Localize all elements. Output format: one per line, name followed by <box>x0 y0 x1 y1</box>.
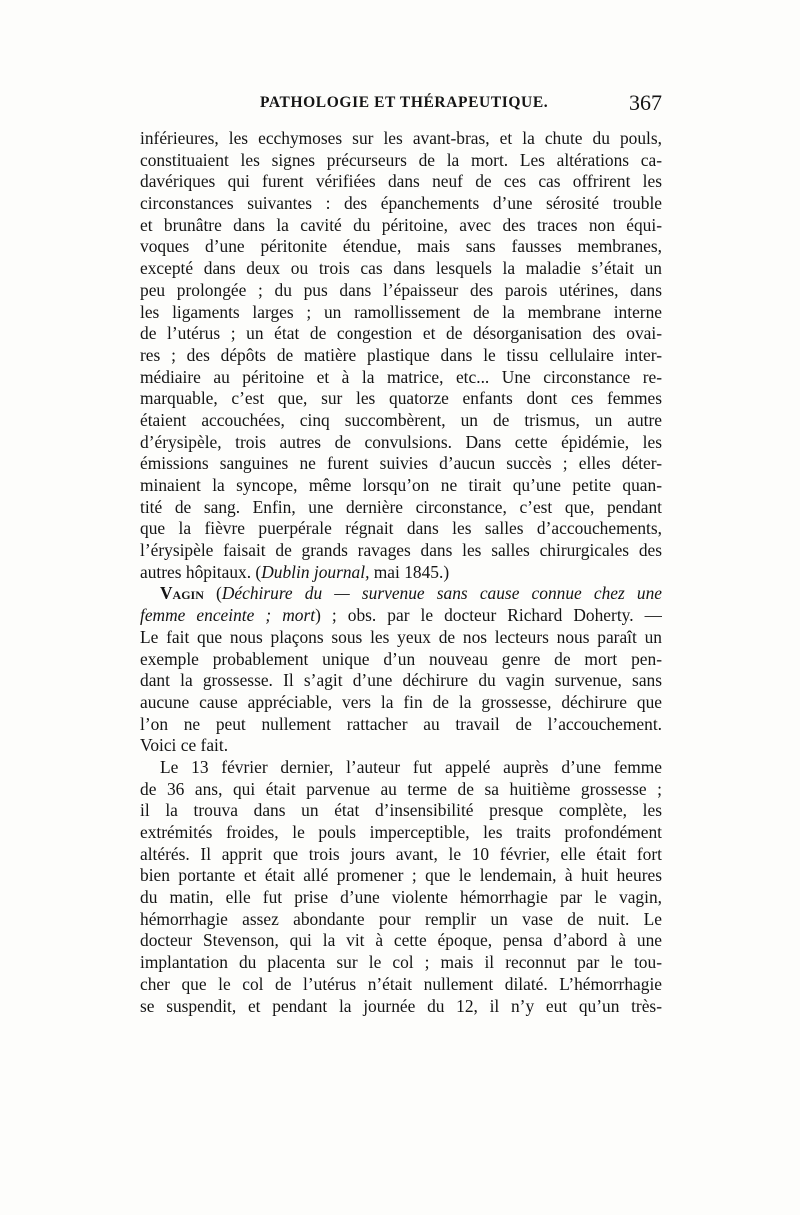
text-line: Le fait que nous plaçons sous les yeux de nos lecteurs nous paraît un <box>140 626 662 647</box>
text-line: tité de sang. Enfin, une dernière circonstance, c’est que, pendant <box>140 496 662 517</box>
text-line: peu prolongée ; du pus dans l’épaisseur des parois utérines, dans <box>140 279 662 300</box>
text-line: marquable, c’est que, sur les quatorze enfants dont ces femmes <box>140 388 662 409</box>
text-line: et brunâtre dans la cavité du péritoine, avec des traces non équi- <box>140 214 662 235</box>
text-line: excepté dans deux ou trois cas dans lesquels la maladie s’était un <box>140 258 662 279</box>
text-line: d’érysipèle, trois autres de convulsions. Dans cette épidémie, les <box>140 431 662 452</box>
text-line: du matin, elle fut prise d’une violente hémorrhagie par le vagin, <box>140 887 662 908</box>
text-line: extrémités froides, le pouls imperceptible, les traits profondément <box>140 822 662 842</box>
running-head <box>140 90 662 122</box>
entry-subtitle-line <box>140 605 662 627</box>
text-line: médiaire au péritoine et à la matrice, etc... Une circonstance re- <box>140 366 662 387</box>
text-line: res ; des dépôts de matière plastique dans le tissu cellulaire inter- <box>140 344 662 365</box>
entry-observer: ) ; obs. par le docteur Richard Doherty. — <box>315 605 662 626</box>
citation-date: mai 1845.) <box>369 561 450 582</box>
citation-line <box>140 562 662 584</box>
text-line: davériques qui furent vérifiées dans neuf de ces cas offrirent les <box>140 171 662 192</box>
entry-heading: Vagin <box>160 583 204 604</box>
text-line: dant la grossesse. Il s’agit d’une déchirure du vagin survenue, sans <box>140 670 662 691</box>
text-line: inférieures, les ecchymoses sur les avant-bras, et la chute du pouls, <box>140 128 662 148</box>
page-number: 367 <box>629 90 662 115</box>
text-line: bien portante et était allé promener ; que le lendemain, à huit heures <box>140 865 662 886</box>
running-title: PATHOLOGIE ET THÉRAPEUTIQUE. <box>260 94 549 111</box>
text-line: constituaient les signes précurseurs de la mort. Les altérations ca- <box>140 149 662 170</box>
text-line: émissions sanguines ne furent suivies d’aucun succès ; elles déter- <box>140 453 662 474</box>
text-line: l’on ne peut nullement rattacher au travail de l’accouchement. <box>140 713 662 734</box>
text-line: de 36 ans, qui était parvenue au terme de sa huitième grossesse ; <box>140 778 662 799</box>
text-line: que la fièvre puerpérale régnait dans les salles d’accouchements, <box>140 518 662 539</box>
text-line: exemple probablement unique d’un nouveau genre de mort pen- <box>140 648 662 669</box>
text-line: de l’utérus ; un état de congestion et de désorganisation des ovai- <box>140 323 662 344</box>
entry-subtitle: Déchirure du — survenue sans cause connue chez une <box>221 583 662 604</box>
text-line: implantation du placenta sur le col ; mais il reconnut par le tou- <box>140 952 662 973</box>
text-line: les ligaments larges ; un ramollissement de la membrane interne <box>140 301 662 322</box>
text-line: minaient la syncope, même lorsqu’on ne tirait qu’une petite quan- <box>140 475 662 495</box>
text-line: hémorrhagie assez abondante pour remplir un vase de nuit. Le <box>140 908 662 929</box>
text-line: altérés. Il apprit que trois jours avant, le 10 février, elle était fort <box>140 843 662 864</box>
text-line: docteur Stevenson, qui la vit à cette époque, pensa d’abord à une <box>140 930 662 951</box>
text-line: aucune cause appréciable, vers la fin de la grossesse, déchirure que <box>140 691 662 712</box>
text-line: voques d’une péritonite étendue, mais sans fausses membranes, <box>140 236 662 257</box>
text-line: étaient accouchées, cinq succombèrent, un de trismus, un autre <box>140 409 662 430</box>
entry-heading-line <box>140 583 662 605</box>
text-line: cher que le col de l’utérus n’était nullement dilaté. L’hémorrhagie <box>140 973 662 994</box>
text-line: l’érysipèle faisait de grands ravages dans les salles chirurgicales des <box>140 540 662 561</box>
text-line: Le 13 février dernier, l’auteur fut appelé auprès d’une femme <box>160 756 662 777</box>
entry-paren-open: ( <box>203 583 222 604</box>
text-line: circonstances suivantes : des épanchements d’une sérosité trouble <box>140 193 662 214</box>
text-line: se suspendit, et pendant la journée du 12, il n’y eut qu’un très- <box>140 995 662 1016</box>
citation-prefix: autres hôpitaux. ( <box>140 561 262 582</box>
citation-source: Dublin journal, <box>261 561 370 582</box>
entry-subtitle-end: femme enceinte ; mort <box>140 605 316 626</box>
text-line: Voici ce fait. <box>140 735 229 756</box>
text-line: il la trouva dans un état d’insensibilité presque complète, les <box>140 800 662 821</box>
body-text <box>140 128 662 1017</box>
